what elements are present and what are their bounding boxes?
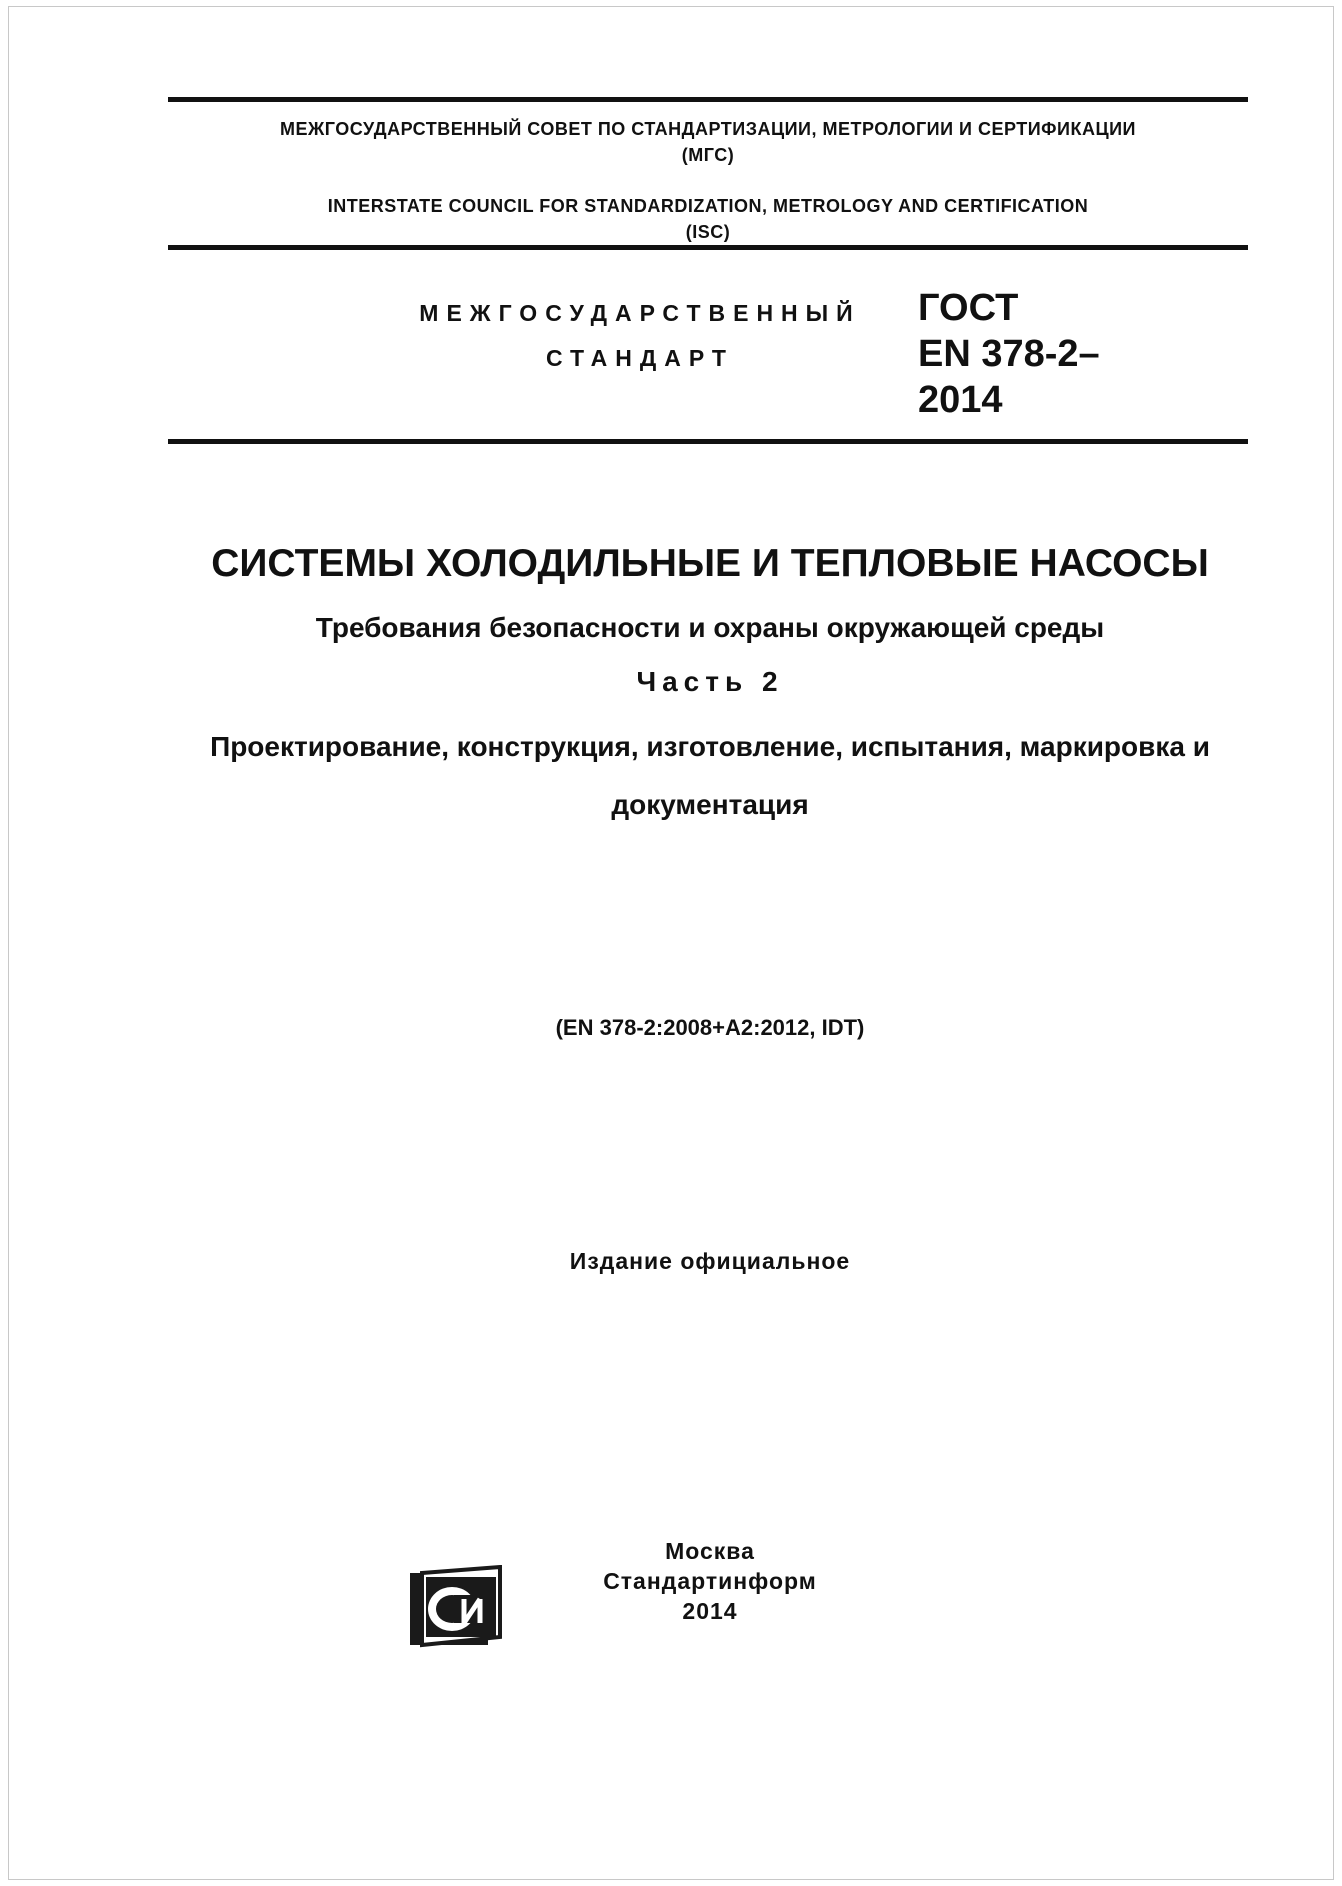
- part-description-line1: Проектирование, конструкция, изготовление, испытания, маркировка и: [210, 731, 1210, 762]
- top-rule: [168, 97, 1248, 102]
- council-abbr-ru: (МГС): [681, 145, 735, 165]
- document-subtitle: Требования безопасности и охраны окружающей среды: [315, 612, 1105, 643]
- part-description: [130, 718, 1290, 834]
- council-abbr-en: (ISC): [685, 222, 731, 242]
- part-description-line2: документация: [611, 789, 809, 820]
- standard-designation-line1: ГОСТ: [918, 287, 1019, 329]
- imprint-publisher: Стандартинформ: [603, 1568, 817, 1594]
- standard-designation: [918, 285, 1100, 423]
- council-name-en: [168, 193, 1248, 245]
- standard-kind-line1: МЕЖГОСУДАРСТВЕННЫЙ: [419, 300, 861, 326]
- standard-designation-line3: 2014: [918, 379, 1003, 421]
- edition-label: Издание официальное: [569, 1248, 851, 1274]
- imprint: [540, 1536, 880, 1626]
- standard-kind-line2: СТАНДАРТ: [546, 345, 734, 371]
- middle-rule: [168, 245, 1248, 250]
- imprint-city: Москва: [665, 1538, 755, 1564]
- bottom-rule: [168, 439, 1248, 444]
- council-name-ru-line1: МЕЖГОСУДАРСТВЕННЫЙ СОВЕТ ПО СТАНДАРТИЗАЦИИ, МЕТРОЛОГИИ И СЕРТИФИКАЦИИ: [280, 119, 1136, 139]
- document-part: Часть 2: [636, 666, 784, 697]
- council-name-ru: [168, 116, 1248, 168]
- imprint-year: 2014: [682, 1598, 738, 1624]
- document-title: СИСТЕМЫ ХОЛОДИЛЬНЫЕ И ТЕПЛОВЫЕ НАСОСЫ: [211, 542, 1209, 585]
- identity-reference: (EN 378-2:2008+A2:2012, IDT): [555, 1015, 865, 1040]
- standard-designation-line2: EN 378-2–: [918, 333, 1100, 375]
- council-name-en-line1: INTERSTATE COUNCIL FOR STANDARDIZATION, METROLOGY AND CERTIFICATION: [327, 196, 1089, 216]
- standartinform-logo-icon: [408, 1565, 508, 1649]
